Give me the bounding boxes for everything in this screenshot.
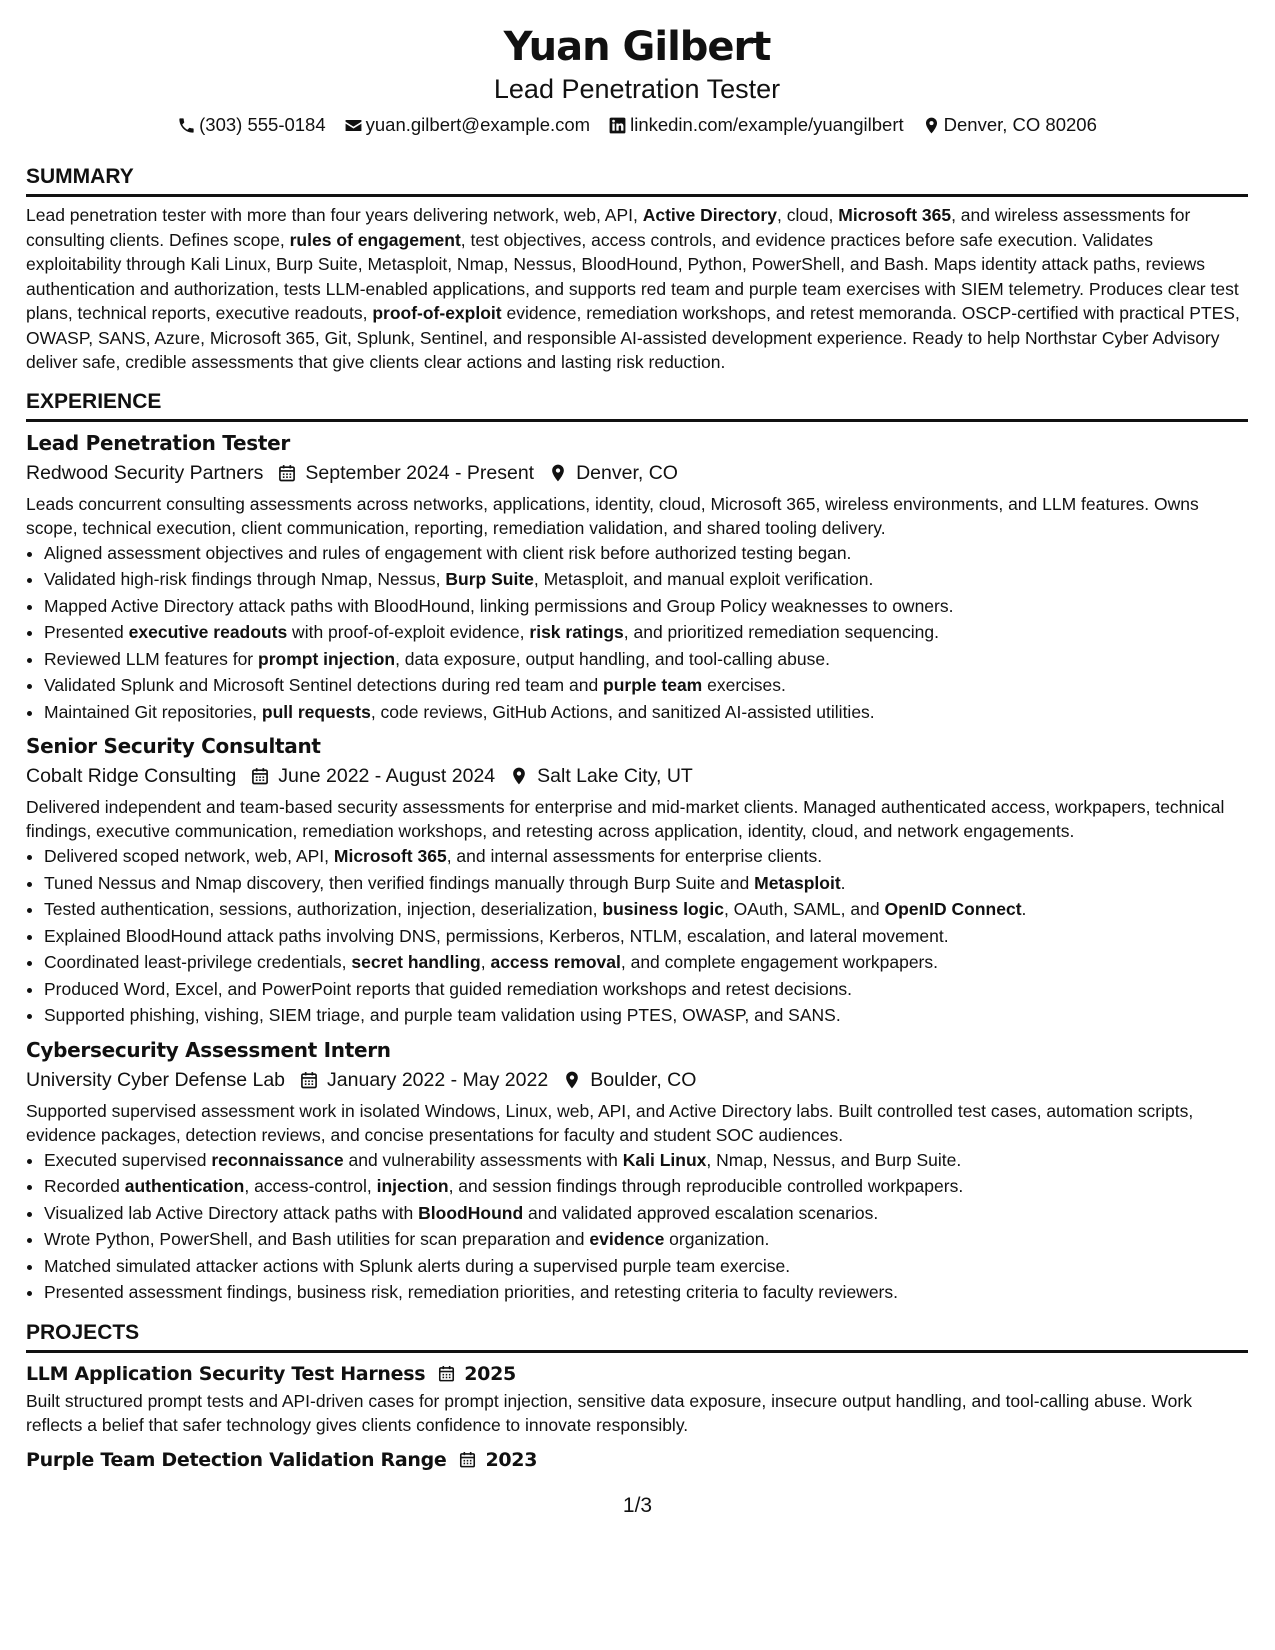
text-run: Coordinated least-privilege credentials, xyxy=(44,952,352,972)
text-run: , data exposure, output handling, and tool-calling abuse. xyxy=(395,648,830,669)
bold-text: executive readouts xyxy=(128,622,288,642)
text-run: Matched simulated attacker actions with Splunk alerts during a supervised purple team exercise. xyxy=(44,1255,791,1276)
text-run: , and internal assessments for enterprise clients. xyxy=(446,846,823,866)
text-run: Visualized lab Active Directory attack paths with xyxy=(44,1202,419,1223)
bullet-item xyxy=(44,619,1248,646)
text-run: Executed supervised xyxy=(44,1149,212,1170)
bold-text: Microsoft 365 xyxy=(333,846,447,866)
experience-heading: EXPERIENCE xyxy=(26,389,1248,422)
resume-header xyxy=(26,0,1248,138)
bold-text: OpenID Connect xyxy=(884,899,1022,919)
location-text: Denver, CO 80206 xyxy=(943,114,1097,135)
bullet-item xyxy=(44,540,1248,567)
bullet-item xyxy=(44,1002,1248,1029)
calendar-icon xyxy=(458,1450,477,1469)
job-description: Supported supervised assessment work in isolated Windows, Linux, web, API, and Active Directory labs. Built controlled test cases, automation scripts, evidence packages, detection reviews, and concise presentations for faculty and student SOC audiences. xyxy=(26,1100,1194,1145)
bullet-item xyxy=(44,1226,1248,1253)
text-run: Tested authentication, sessions, authorization, injection, deserialization, xyxy=(44,899,603,919)
candidate-title: Lead Penetration Tester xyxy=(493,74,781,104)
job-title: Senior Security Consultant xyxy=(26,734,321,758)
text-run: Validated Splunk and Microsoft Sentinel detections during red team and xyxy=(44,675,604,695)
job-dates: September 2024 - Present xyxy=(305,461,535,484)
map-pin-icon xyxy=(562,1070,582,1090)
text-run: , cloud, xyxy=(776,205,839,225)
bold-text: Microsoft 365 xyxy=(838,205,952,225)
job-location: Salt Lake City, UT xyxy=(537,765,693,787)
text-run: Presented xyxy=(44,622,129,642)
text-run: , and session findings through reproducible controlled workpapers. xyxy=(448,1176,964,1196)
calendar-icon xyxy=(299,1070,319,1090)
bullet-item xyxy=(44,672,1248,699)
bullet-item xyxy=(44,699,1248,726)
bullet-item xyxy=(44,923,1248,950)
phone-icon xyxy=(177,116,196,135)
bullet-item xyxy=(44,1253,1248,1280)
text-run: and vulnerability assessments with xyxy=(343,1149,623,1170)
text-run: Validated high-risk findings through Nmap, Nessus, xyxy=(44,569,446,589)
bullet-item xyxy=(44,646,1248,673)
project-year: 2025 xyxy=(464,1362,516,1385)
text-run: and validated approved escalation scenarios. xyxy=(523,1202,879,1223)
calendar-icon xyxy=(437,1364,456,1383)
bold-text: secret handling xyxy=(351,952,481,972)
bullet-item xyxy=(44,870,1248,897)
envelope-icon xyxy=(344,116,363,135)
job-meta xyxy=(26,459,1248,487)
bullet-item xyxy=(44,1147,1248,1174)
bullet-item xyxy=(44,566,1248,593)
bold-text: Active Directory xyxy=(642,205,777,225)
bold-text: evidence xyxy=(589,1229,665,1249)
bold-text: purple team xyxy=(603,675,703,695)
text-run: , xyxy=(480,952,491,972)
bold-text: injection xyxy=(376,1176,449,1196)
bold-text: Kali Linux xyxy=(622,1149,707,1170)
project-title: Purple Team Detection Validation Range xyxy=(26,1448,447,1471)
text-run: . xyxy=(840,872,846,893)
map-pin-icon xyxy=(922,116,941,135)
job-location: Denver, CO xyxy=(576,461,678,484)
bold-text: proof-of-exploit xyxy=(372,303,502,323)
text-run: Produced Word, Excel, and PowerPoint reports that guided remediation workshops and retest decisions. xyxy=(44,978,853,999)
job-title: Cybersecurity Assessment Intern xyxy=(26,1037,391,1062)
text-run: exercises. xyxy=(702,675,786,695)
contact-line xyxy=(26,112,1248,138)
job-company: University Cyber Defense Lab xyxy=(26,1068,286,1091)
text-run: Lead penetration tester with more than four years delivering network, web, API, xyxy=(26,205,643,225)
bold-text: authentication xyxy=(124,1176,245,1196)
candidate-name: Yuan Gilbert xyxy=(503,24,771,70)
job-entry xyxy=(26,430,1248,726)
text-run: Tuned Nessus and Nmap discovery, then verified findings manually through Burp Suite and xyxy=(44,872,755,893)
job-bullets xyxy=(26,1147,1248,1306)
text-run: Maintained Git repositories, xyxy=(44,701,262,722)
summary-text xyxy=(26,203,1248,375)
job-title: Lead Penetration Tester xyxy=(26,430,290,455)
project-entry xyxy=(26,1361,1248,1437)
job-description: Leads concurrent consulting assessments across networks, applications, identity, cloud, Microsoft 365, wireless environments, and LLM features. Owns scope, technical execution, client communication, reporting, remediation validation, and shared tooling delivery. xyxy=(26,493,1199,538)
project-entry xyxy=(26,1447,1248,1473)
text-run: Aligned assessment objectives and rules of engagement with client risk before authorized testing began. xyxy=(44,542,852,563)
bold-text: rules of engagement xyxy=(289,229,461,250)
job-company: Cobalt Ridge Consulting xyxy=(26,765,237,787)
contact-phone xyxy=(177,112,326,138)
project-year: 2023 xyxy=(485,1448,538,1471)
bullet-item xyxy=(44,949,1248,976)
job-company: Redwood Security Partners xyxy=(26,461,264,484)
job-meta xyxy=(26,1066,1248,1094)
job-description: Delivered independent and team-based security assessments for enterprise and mid-market clients. Managed authenticated access, workpapers, technical findings, executive communication, remediation workshops, and retesting across application, identity, cloud, and network engagements. xyxy=(26,797,1225,841)
contact-email[interactable] xyxy=(344,112,590,138)
text-run: evidence, remediation workshops, and retest memoranda. OSCP-certified with practical PTES, OWASP, SANS, Azure, Microsoft 365, Git, Splunk, Sentinel, and responsible AI-assisted development experience. Ready to help Northstar Cyber Advisory deliver safe, credible assessments that give clients clear actions and lasting risk reduction. xyxy=(26,303,1240,372)
bold-text: business logic xyxy=(602,899,724,919)
bullet-item xyxy=(44,976,1248,1003)
bold-text: prompt injection xyxy=(258,648,396,669)
text-run: . xyxy=(1021,899,1027,919)
page-number: 1/3 xyxy=(622,1494,653,1517)
job-meta xyxy=(26,762,1248,790)
contact-location xyxy=(922,112,1097,138)
text-run: Presented assessment findings, business risk, remediation priorities, and retesting criteria to faculty reviewers. xyxy=(44,1282,898,1302)
text-run: , test objectives, access controls, and evidence practices before safe execution. Validates exploitability through Kali Linux, Burp Suite, Metasploit, Nmap, Nessus, BloodHound, Python, PowerShell, and Bash. Maps identity attack paths, reviews authentication and authorization, tests LLM-enabled applications, and supports red team and purple team exercises with SIEM telemetry. Produces clear test plans, technical reports, executive readouts, xyxy=(26,229,1239,323)
projects-section xyxy=(26,1320,1248,1473)
resume-page xyxy=(26,0,1248,1473)
projects-heading: PROJECTS xyxy=(26,1320,1248,1353)
summary-heading: SUMMARY xyxy=(26,164,1248,197)
bold-text: risk ratings xyxy=(529,622,624,642)
bullet-item xyxy=(44,593,1248,620)
text-run: , and wireless assessments for consulting clients. Defines scope, xyxy=(26,205,1191,250)
text-run: Wrote Python, PowerShell, and Bash utilities for scan preparation and xyxy=(44,1229,590,1249)
linkedin-icon xyxy=(608,116,627,135)
map-pin-icon xyxy=(509,766,529,786)
text-run: Delivered scoped network, web, API, xyxy=(44,846,334,866)
bold-text: reconnaissance xyxy=(211,1149,344,1170)
text-run: organization. xyxy=(664,1229,770,1249)
bold-text: pull requests xyxy=(261,701,371,722)
contact-linkedin[interactable] xyxy=(608,112,904,138)
job-entry xyxy=(26,733,1248,1029)
calendar-icon xyxy=(250,766,270,786)
bullet-item xyxy=(44,1200,1248,1227)
text-run: Recorded xyxy=(44,1176,125,1196)
job-dates: June 2022 - August 2024 xyxy=(278,765,496,787)
job-bullets xyxy=(26,540,1248,726)
text-run: Explained BloodHound attack paths involving DNS, permissions, Kerberos, NTLM, escalation, and lateral movement. xyxy=(44,925,949,946)
text-run: with proof-of-exploit evidence, xyxy=(287,622,530,642)
bullet-item xyxy=(44,1173,1248,1200)
bold-text: access removal xyxy=(490,952,621,972)
text-run: , OAuth, SAML, and xyxy=(723,899,885,919)
job-bullets xyxy=(26,843,1248,1029)
calendar-icon xyxy=(277,463,297,483)
summary-section xyxy=(26,164,1248,375)
bold-text: Burp Suite xyxy=(445,569,534,589)
text-run: , access-control, xyxy=(244,1176,377,1196)
bullet-item xyxy=(44,1279,1248,1306)
experience-section xyxy=(26,389,1248,1306)
job-dates: January 2022 - May 2022 xyxy=(327,1068,549,1091)
map-pin-icon xyxy=(548,463,568,483)
linkedin-text: linkedin.com/example/yuangilbert xyxy=(630,114,904,135)
project-title-line xyxy=(26,1361,1248,1387)
text-run: Mapped Active Directory attack paths with BloodHound, linking permissions and Group Policy weaknesses to owners. xyxy=(44,595,954,616)
text-run: , and complete engagement workpapers. xyxy=(620,952,938,972)
text-run: , code reviews, GitHub Actions, and sanitized AI-assisted utilities. xyxy=(370,701,875,722)
bullet-item xyxy=(44,843,1248,870)
phone-text: (303) 555-0184 xyxy=(199,114,326,135)
bold-text: BloodHound xyxy=(418,1202,524,1223)
bold-text: Metasploit xyxy=(754,872,841,893)
job-location: Boulder, CO xyxy=(590,1068,697,1091)
project-title: LLM Application Security Test Harness xyxy=(26,1362,426,1385)
job-entry xyxy=(26,1037,1248,1306)
text-run: Reviewed LLM features for xyxy=(44,648,258,669)
text-run: , Nmap, Nessus, and Burp Suite. xyxy=(706,1149,962,1170)
text-run: Supported phishing, vishing, SIEM triage, and purple team validation using PTES, OWASP, and SANS. xyxy=(44,1005,841,1025)
project-description: Built structured prompt tests and API-driven cases for prompt injection, sensitive data exposure, insecure output handling, and tool-calling abuse. Work reflects a belief that safer technology gives clients confidence to innovate responsibly. xyxy=(26,1390,1192,1435)
text-run: , Metasploit, and manual exploit verification. xyxy=(533,569,874,589)
bullet-item xyxy=(44,896,1248,923)
project-title-line xyxy=(26,1447,1248,1473)
email-text: yuan.gilbert@example.com xyxy=(365,114,591,135)
text-run: , and prioritized remediation sequencing. xyxy=(623,622,939,642)
